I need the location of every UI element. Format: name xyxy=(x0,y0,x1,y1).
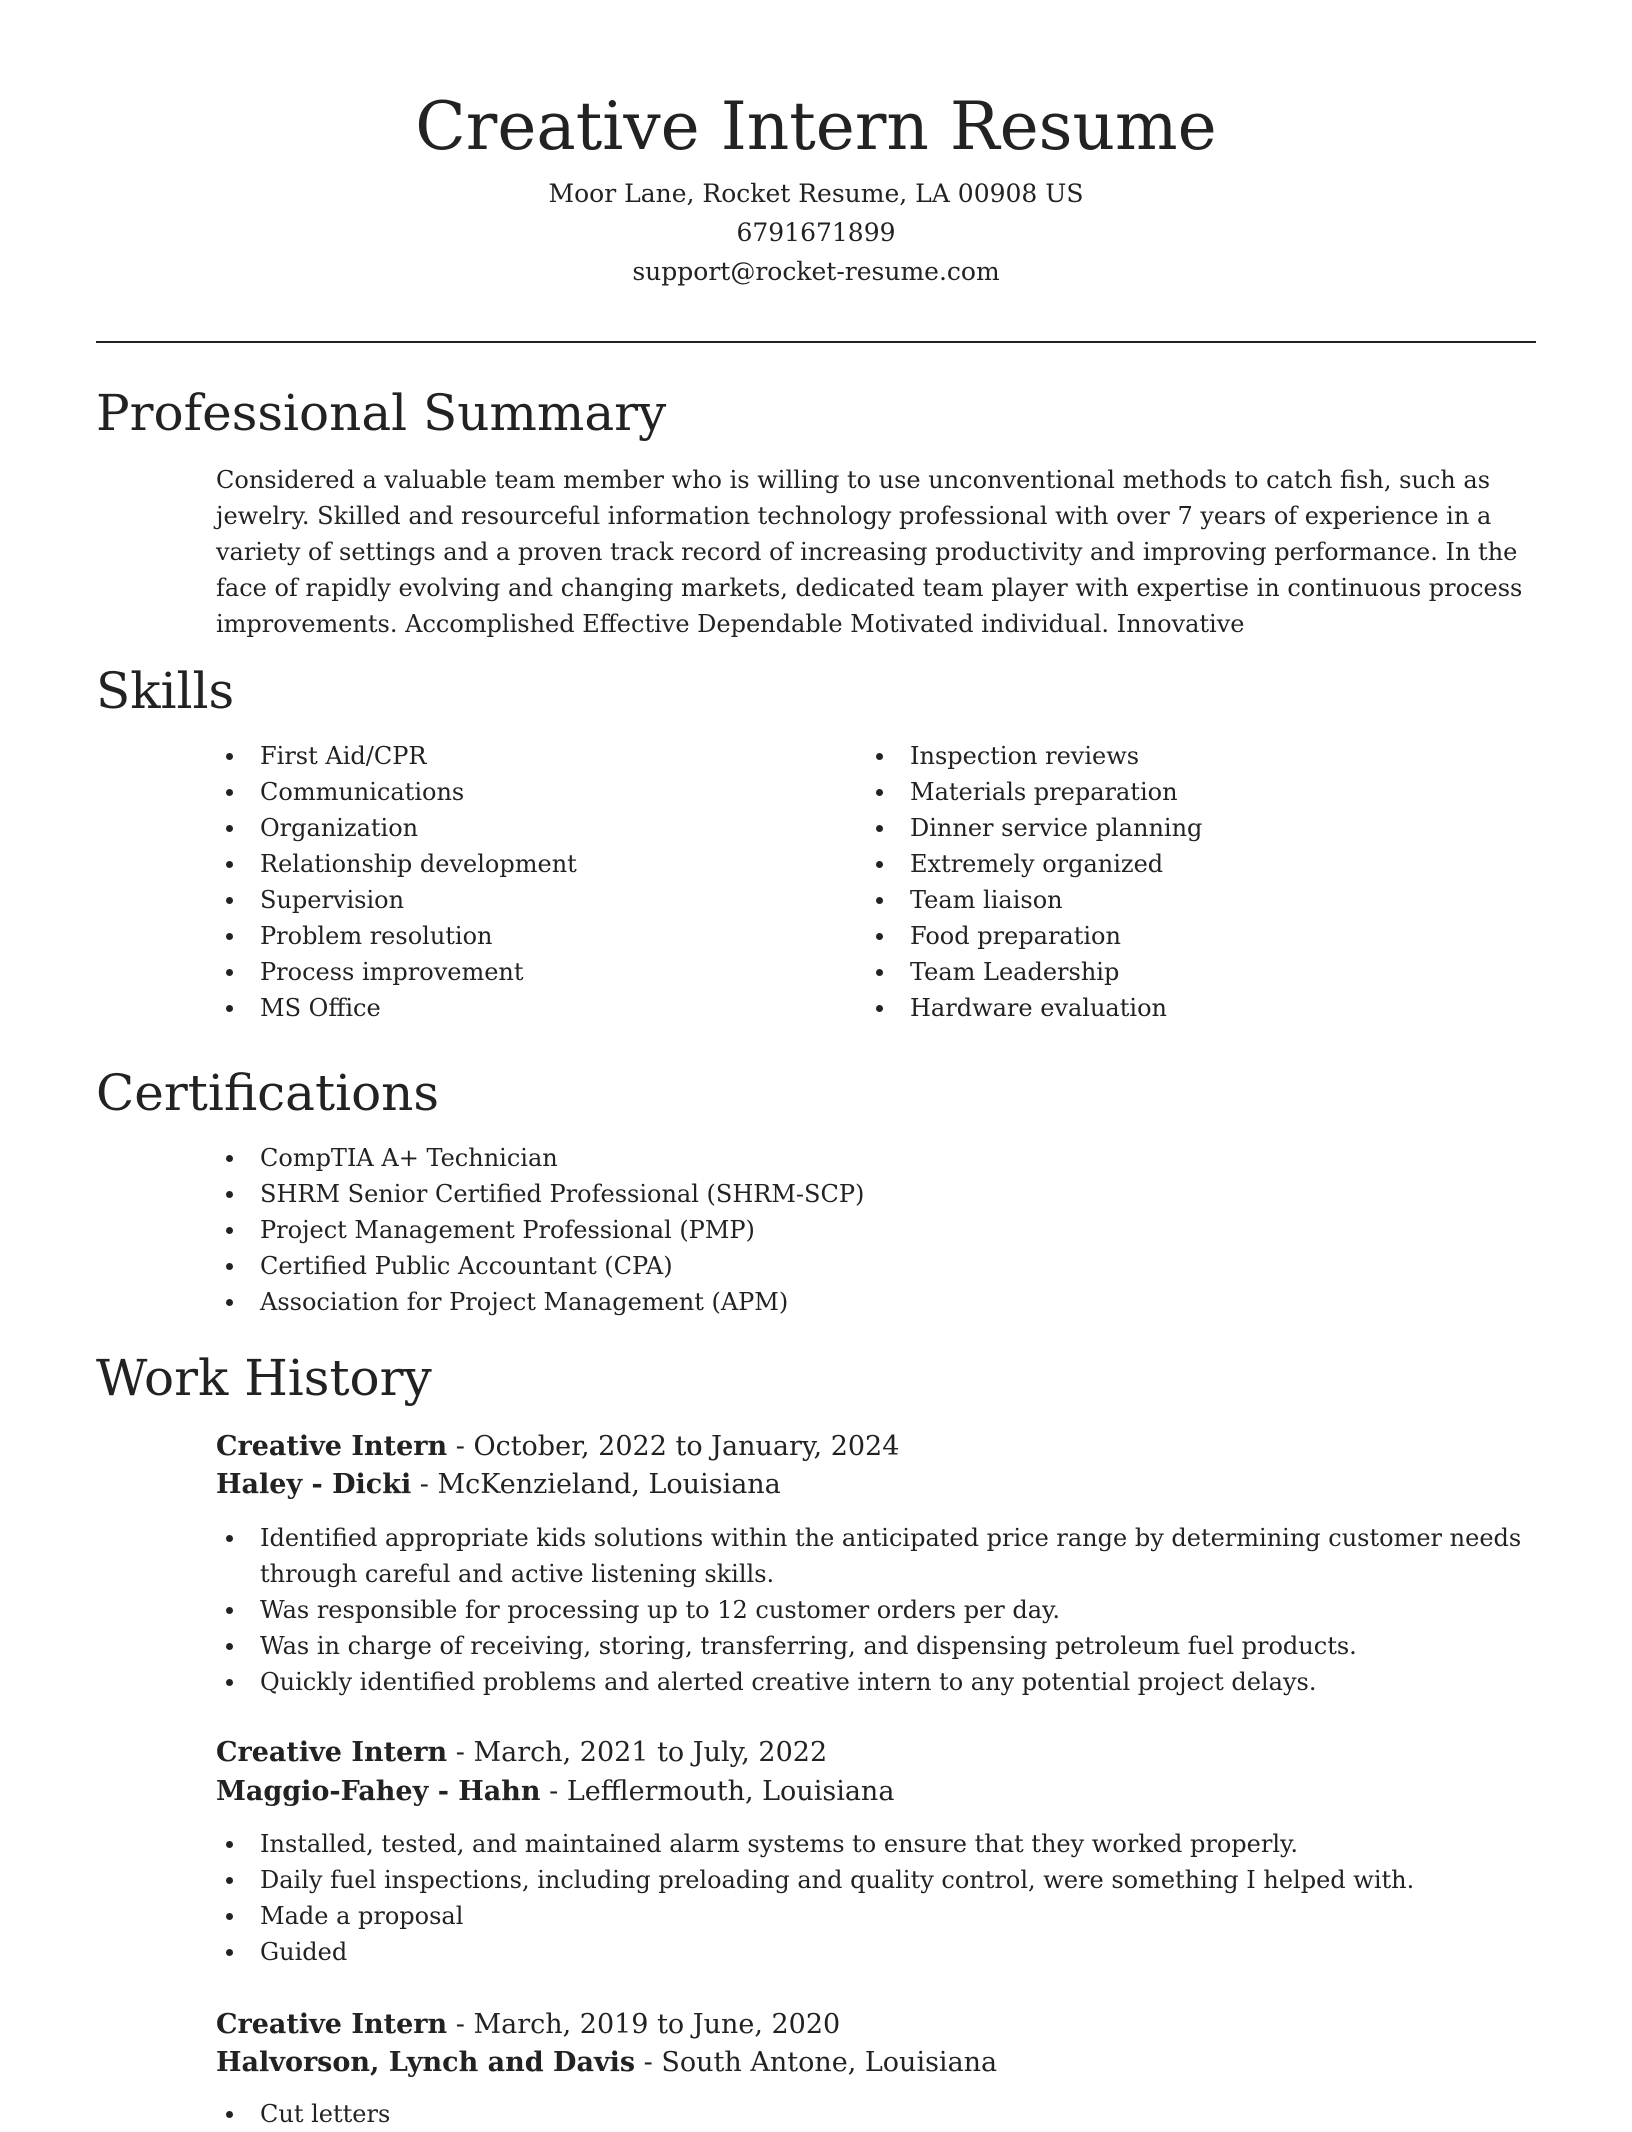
certification-item: Certified Public Accountant (CPA) xyxy=(216,1248,1516,1284)
header-divider xyxy=(96,341,1536,343)
job-employer-line xyxy=(216,2043,997,2082)
job-employer-line xyxy=(216,1465,781,1504)
contact-phone: 6791671899 xyxy=(736,218,896,247)
job-dates: - March, 2019 to June, 2020 xyxy=(447,2009,841,2040)
job-duties-list xyxy=(216,2096,1538,2132)
job-duty: Was in charge of receiving, storing, transferring, and dispensing petroleum fuel products. xyxy=(216,1628,1538,1664)
job-title-line xyxy=(216,1733,827,1772)
resume-header xyxy=(96,80,1536,291)
resume-title: Creative Intern Resume xyxy=(415,88,1217,165)
job-dates: - October, 2022 to January, 2024 xyxy=(447,1431,900,1462)
job-duty: Guided xyxy=(216,1934,1538,1970)
job-title-line xyxy=(216,1427,899,1466)
job-duty: Daily fuel inspections, including preloading and quality control, were something I helped with. xyxy=(216,1862,1538,1898)
certifications-heading: Certifications xyxy=(96,1064,440,1122)
skill-item: Communications xyxy=(216,774,816,810)
skill-item: Team Leadership xyxy=(866,954,1526,990)
job-role: Creative Intern xyxy=(216,1737,448,1768)
skill-item: Team liaison xyxy=(866,882,1526,918)
contact-email: support@rocket-resume.com xyxy=(632,257,1000,286)
skills-list-right xyxy=(866,738,1526,1026)
skill-item: First Aid/CPR xyxy=(216,738,816,774)
job-duty: Installed, tested, and maintained alarm systems to ensure that they worked properly. xyxy=(216,1826,1538,1862)
job-role: Creative Intern xyxy=(216,2009,448,2040)
job-duties-list xyxy=(216,1520,1538,1700)
skill-item: Inspection reviews xyxy=(866,738,1526,774)
job-employer: Maggio-Fahey - Hahn xyxy=(216,1776,541,1807)
certification-item: Association for Project Management (APM) xyxy=(216,1284,1516,1320)
job-location: - McKenzieland, Louisiana xyxy=(411,1469,781,1500)
job-duties-list xyxy=(216,1826,1538,1970)
job-employer: Haley - Dicki xyxy=(216,1469,412,1500)
skill-item: Materials preparation xyxy=(866,774,1526,810)
skills-list-left xyxy=(216,738,816,1026)
certification-item: Project Management Professional (PMP) xyxy=(216,1212,1516,1248)
certification-item: SHRM Senior Certified Professional (SHRM-SCP) xyxy=(216,1176,1516,1212)
skill-item: Hardware evaluation xyxy=(866,990,1526,1026)
certifications-list xyxy=(216,1140,1516,1320)
job-dates: - March, 2021 to July, 2022 xyxy=(447,1737,828,1768)
job-title-line xyxy=(216,2005,840,2044)
skill-item: Food preparation xyxy=(866,918,1526,954)
skill-item: Supervision xyxy=(216,882,816,918)
job-duty: Identified appropriate kids solutions within the anticipated price range by determining customer needs through careful and active listening skills. xyxy=(216,1520,1538,1592)
skills-heading: Skills xyxy=(96,662,235,720)
job-location: - Lefflermouth, Louisiana xyxy=(540,1776,895,1807)
summary-heading: Professional Summary xyxy=(96,384,667,442)
summary-text: Considered a valuable team member who is willing to use unconventional methods to catch fish, such as jewelry. Skilled and resourceful information technology professional with over 7 years of experience in a variety of settings and a proven track record of increasing productivity and improving performance. In the face of rapidly evolving and changing markets, dedicated team player with expertise in continuous process improvements. Accomplished Effective Dependable Motivated individual. Innovative xyxy=(216,466,1523,638)
skill-item: Extremely organized xyxy=(866,846,1526,882)
job-location: - South Antone, Louisiana xyxy=(635,2047,998,2078)
job-role: Creative Intern xyxy=(216,1431,448,1462)
job-employer-line xyxy=(216,1772,894,1811)
job-duty: Made a proposal xyxy=(216,1898,1538,1934)
skill-item: Dinner service planning xyxy=(866,810,1526,846)
skill-item: Problem resolution xyxy=(216,918,816,954)
skill-item: Organization xyxy=(216,810,816,846)
skill-item: Process improvement xyxy=(216,954,816,990)
contact-address: Moor Lane, Rocket Resume, LA 00908 US xyxy=(548,179,1084,208)
skill-item: MS Office xyxy=(216,990,816,1026)
certification-item: CompTIA A+ Technician xyxy=(216,1140,1516,1176)
skill-item: Relationship development xyxy=(216,846,816,882)
job-duty: Quickly identified problems and alerted creative intern to any potential project delays. xyxy=(216,1664,1538,1700)
job-duty: Cut letters xyxy=(216,2096,1538,2132)
job-duty: Was responsible for processing up to 12 customer orders per day. xyxy=(216,1592,1538,1628)
work-history-heading: Work History xyxy=(96,1349,432,1407)
job-employer: Halvorson, Lynch and Davis xyxy=(216,2047,636,2078)
